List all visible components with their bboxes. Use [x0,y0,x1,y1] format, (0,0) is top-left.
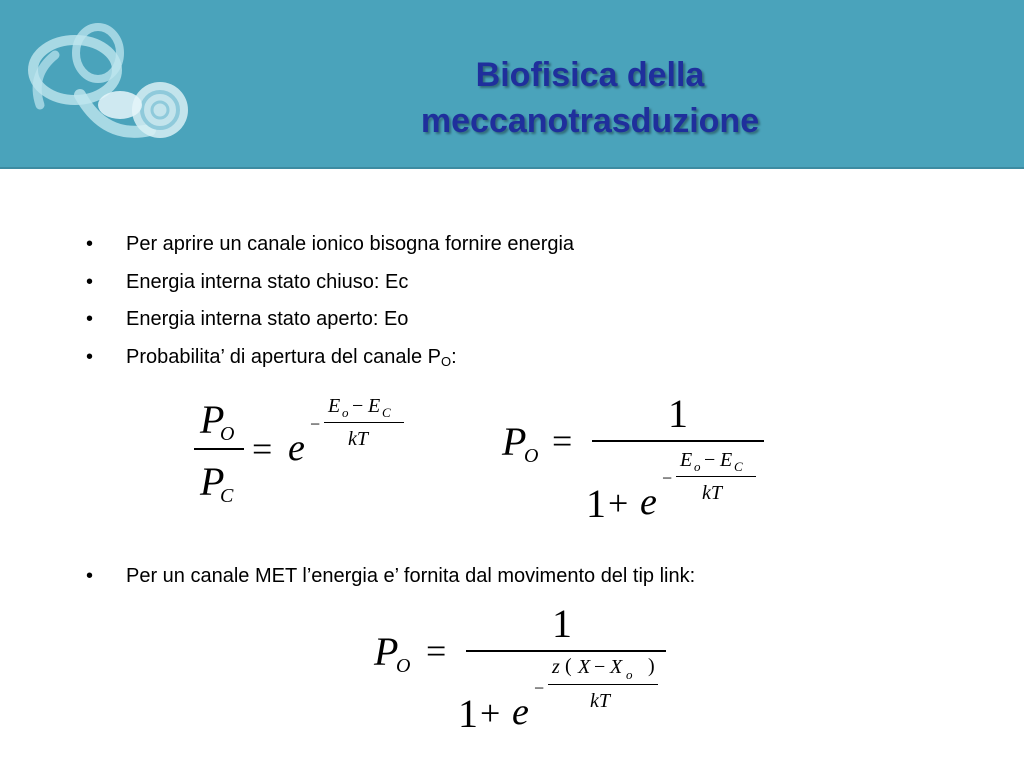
eq3-exp-minus: − [534,678,545,698]
eq1-den-p: P [200,459,225,504]
eq3-fraction-bar [466,650,666,652]
eq3-den-one: 1 [458,691,478,736]
eq2-exp-e2: E [720,449,733,471]
eq3-exp-num-minus: − [594,656,606,678]
eq3-sub: O [396,655,411,677]
eq1-exp-minus: − [310,414,321,434]
eq2-p: P [502,419,527,464]
bullet-dot: • [86,233,94,255]
bullet-text: Energia interna stato aperto: Eo [126,308,409,330]
eq1-exp-num-minus: − [352,395,364,417]
title-line-2: meccanotrasduzione [420,102,760,140]
eq2-plus: + [608,483,629,523]
eq3-exp-close: ) [648,655,655,677]
eq3-exp-open: ( [565,655,572,677]
eq1-exp-bar [324,422,404,423]
eq2-exp-sub1: o [694,459,701,474]
title-line-1: Biofisica della [475,56,705,94]
eq3-exp-den: kT [590,690,610,712]
bullet-text: Energia interna stato chiuso: Ec [126,270,409,293]
bullet-text: Per aprire un canale ionico bisogna fornire energia [126,233,575,255]
eq1-exp-den: kT [348,428,368,450]
eq1-exp-sub1: o [342,405,349,420]
bullet-item [86,339,574,377]
eq2-den-one: 1 [586,481,606,526]
eq1-base-e: e [288,427,305,469]
eq1-num-sub: O [220,423,235,445]
eq2-fraction-bar [592,440,764,442]
eq1-num-p: P [200,397,225,442]
eq2-exp-sub2: C [734,459,743,474]
bullet-suffix: : [451,345,457,368]
eq2-exp-num-minus: − [704,449,716,471]
eq2-exp-den: kT [702,482,722,504]
eq1-equals: = [252,429,273,469]
eq2-exp-e1: E [680,449,693,471]
equation-open-probability [500,390,780,530]
slide-title [300,52,880,144]
bullet-dot: • [86,270,94,293]
eq3-equals: = [426,631,447,671]
eq3-exp-sub: o [626,667,633,682]
header-divider [0,167,1024,169]
eq2-numerator-one: 1 [668,391,688,436]
eq3-numerator-one: 1 [552,601,572,646]
eq1-exp-sub2: C [382,405,391,420]
eq2-equals: = [552,421,573,461]
bullet-dot: • [86,308,94,330]
eq3-exp-x1: X [578,656,591,678]
bullet-item-met [86,558,695,595]
eq2-sub: O [524,445,539,467]
eq2-base-e: e [640,481,657,523]
eq1-exp-e2: E [368,395,381,417]
bullet-item [86,264,574,302]
eq3-exp-x2: X [610,656,623,678]
eq1-exp-e1: E [328,395,341,417]
equation-ratio [190,390,420,520]
eq3-plus: + [480,693,501,733]
bullet-text: Probabilita’ di apertura del canale P [126,345,442,368]
eq3-base-e: e [512,691,529,733]
eq1-den-sub: C [220,485,234,507]
bullet-item [86,301,574,339]
eq2-exp-bar [676,476,756,477]
bullet-list [86,226,574,376]
equation-met-probability [372,600,672,740]
bullet-item [86,226,574,264]
bullet-dot: • [86,565,94,587]
eq3-p: P [374,629,399,674]
eq3-exp-bar [548,684,658,685]
eq3-exp-z: z [552,656,560,678]
bullet-dot: • [86,345,94,368]
bullet-subscript: O [441,353,452,369]
eq2-exp-minus: − [662,468,673,488]
inner-ear-logo-icon [20,15,195,155]
bullet-text: Per un canale MET l’energia e’ fornita dal movimento del tip link: [126,565,696,587]
eq1-fraction-bar [194,448,244,450]
